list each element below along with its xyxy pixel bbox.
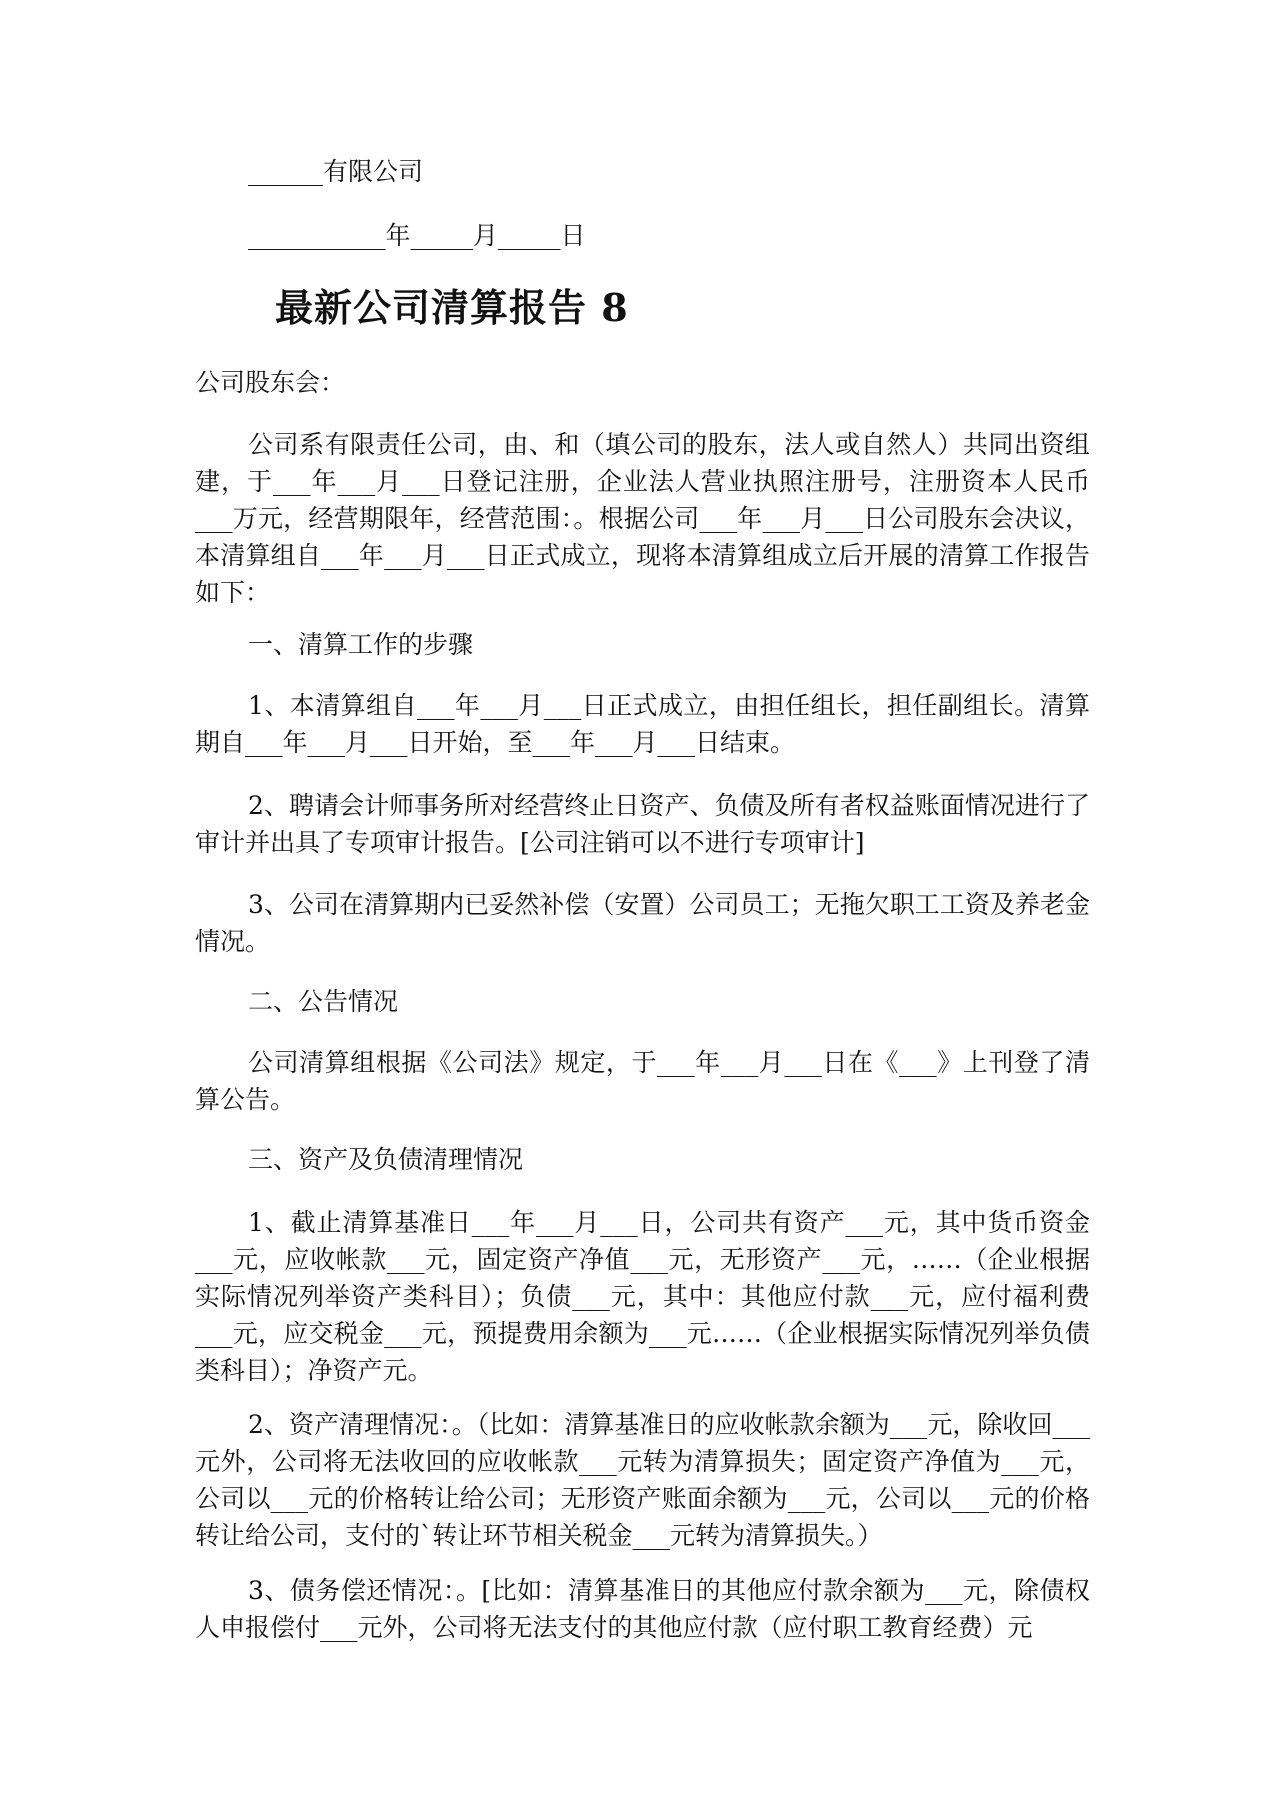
section-1-item-2: 2、聘请会计师事务所对经营终止日资产、负债及所有者权益账面情况进行了审计并出具了专项审计报告。[公司注销可以不进行专项审计]: [195, 791, 1090, 857]
section-3-item-2: 2、资产清理情况：。（比如：清算基准日的应收帐款余额为___元，除收回___元外，公司将无法收回的应收帐款___元转为清算损失；固定资产净值为___元，公司以___元的价格转让给公司；无形资产账面余额为___元，公司以___元的价格转让给公司，支付的`转让环节相关税金___元转为清算损失。）: [195, 1410, 1090, 1550]
section-3-item-3: 3、债务偿还情况：。[比如：清算基准日的其他应付款余额为___元，除债权人申报偿付___元外，公司将无法支付的其他应付款（应付职工教育经费）元: [195, 1576, 1090, 1642]
salutation: 公司股东会：: [195, 368, 346, 397]
page-title: 最新公司清算报告 8: [275, 285, 629, 330]
section-3-item-1: 1、截止清算基准日___年___月___日，公司共有资产___元，其中货币资金___元，应收帐款___元，固定资产净值___元，无形资产___元，……（企业根据实际情况列举资产类科目）；负债___元，其中：其他应付款___元，应付福利费___元，应交税金___元，预提费用余额为___元……（企业根据实际情况列举负债类科目）；净资产元。: [195, 1208, 1090, 1385]
intro-paragraph: 公司系有限责任公司，由、和（填公司的股东，法人或自然人）共同出资组建，于___年___月___日登记注册，企业法人营业执照注册号，注册资本人民币___万元，经营期限年，经营范围：。根据公司___年___月___日公司股东会决议，本清算组自___年___月___日正式成立，现将本清算组成立后开展的清算工作报告如下：: [195, 430, 1090, 607]
section-1-item-3: 3、公司在清算期内已妥然补偿（安置）公司员工；无拖欠职工工资及养老金情况。: [195, 890, 1090, 956]
section-2-text: 公司清算组根据《公司法》规定，于___年___月___日在《___》上刊登了清算公告。: [195, 1048, 1090, 1114]
section-1-item-1: 1、本清算组自___年___月___日正式成立，由担任组长，担任副组长。清算期自___年___月___日开始，至___年___月___日结束。: [195, 691, 1090, 757]
section-3-heading: 三、资产及负债清理情况: [248, 1145, 524, 1174]
section-2-heading: 二、公告情况: [248, 987, 399, 1016]
section-1-heading: 一、清算工作的步骤: [248, 630, 474, 659]
company-signature-line: ______有限公司: [248, 157, 424, 186]
date-line: ___________年_____月_____日: [248, 221, 586, 250]
